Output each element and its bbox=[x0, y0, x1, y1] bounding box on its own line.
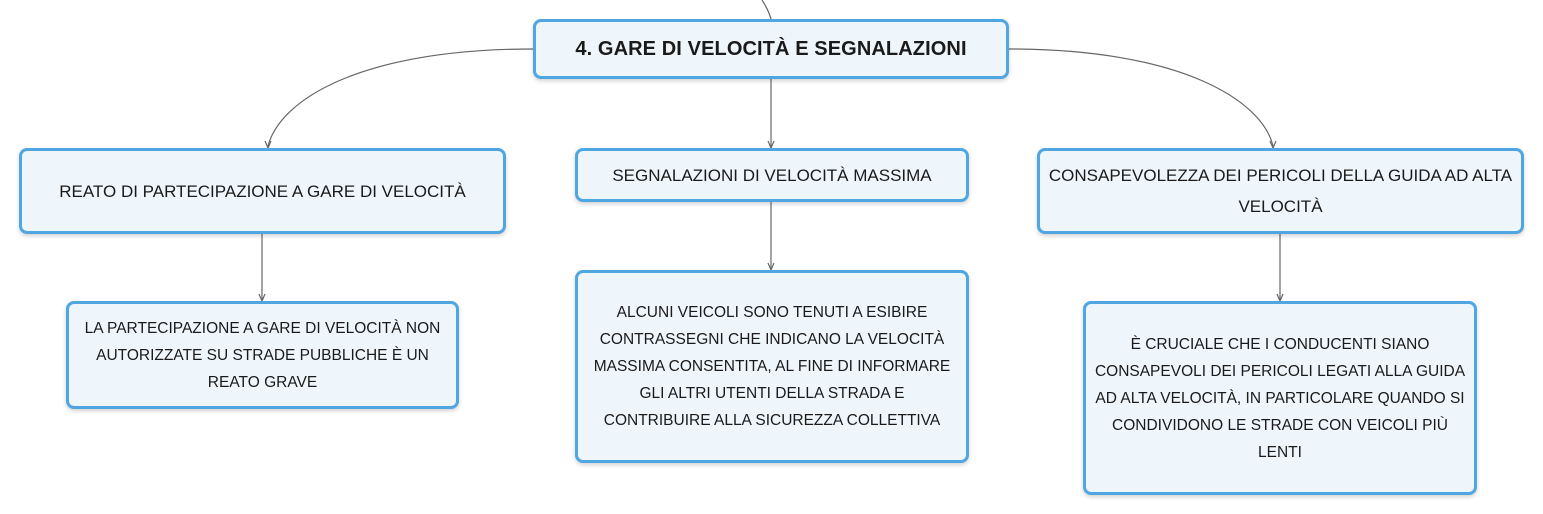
detail-node-segnalazioni[interactable] bbox=[575, 270, 969, 463]
connector-root-to-left-topic bbox=[268, 49, 533, 146]
detail-text: LA PARTECIPAZIONE A GARE DI VELOCITÀ NON AUTORIZZATE SU STRADE PUBBLICHE È UN REATO GRAVE bbox=[84, 319, 441, 391]
topic-label: REATO DI PARTECIPAZIONE A GARE DI VELOCITÀ bbox=[59, 181, 466, 201]
topic-node-reato-gare[interactable] bbox=[19, 148, 506, 234]
detail-node-reato-gare[interactable] bbox=[66, 301, 459, 409]
connector-parent-to-root bbox=[762, 0, 771, 19]
detail-text: È CRUCIALE CHE I CONDUCENTI SIANO CONSAPEVOLI DEI PERICOLI LEGATI ALLA GUIDA AD ALTA VELOCITÀ, IN PARTICOLARE QUANDO SI CONDIVIDONO LE STRADE CON VEICOLI PIÙ LENTI bbox=[1094, 335, 1466, 461]
detail-text: ALCUNI VEICOLI SONO TENUTI A ESIBIRE CONTRASSEGNI CHE INDICANO LA VELOCITÀ MASSIMA CONSENTITA, AL FINE DI INFORMARE GLI ALTRI UTENTI DELLA STRADA E CONTRIBUIRE ALLA SICUREZZA COLLETTIVA bbox=[593, 304, 951, 429]
root-topic-label: 4. GARE DI VELOCITÀ E SEGNALAZIONI bbox=[575, 37, 967, 60]
connector-root-to-right-topic bbox=[1009, 49, 1273, 146]
root-topic-node[interactable] bbox=[533, 19, 1009, 79]
detail-node-consapevolezza[interactable] bbox=[1083, 301, 1477, 495]
topic-label: CONSAPEVOLEZZA DEI PERICOLI DELLA GUIDA AD ALTA VELOCITÀ bbox=[1048, 166, 1513, 216]
topic-node-segnalazioni[interactable] bbox=[575, 148, 969, 202]
topic-label: SEGNALAZIONI DI VELOCITÀ MASSIMA bbox=[612, 165, 932, 185]
topic-node-consapevolezza[interactable] bbox=[1037, 148, 1524, 234]
